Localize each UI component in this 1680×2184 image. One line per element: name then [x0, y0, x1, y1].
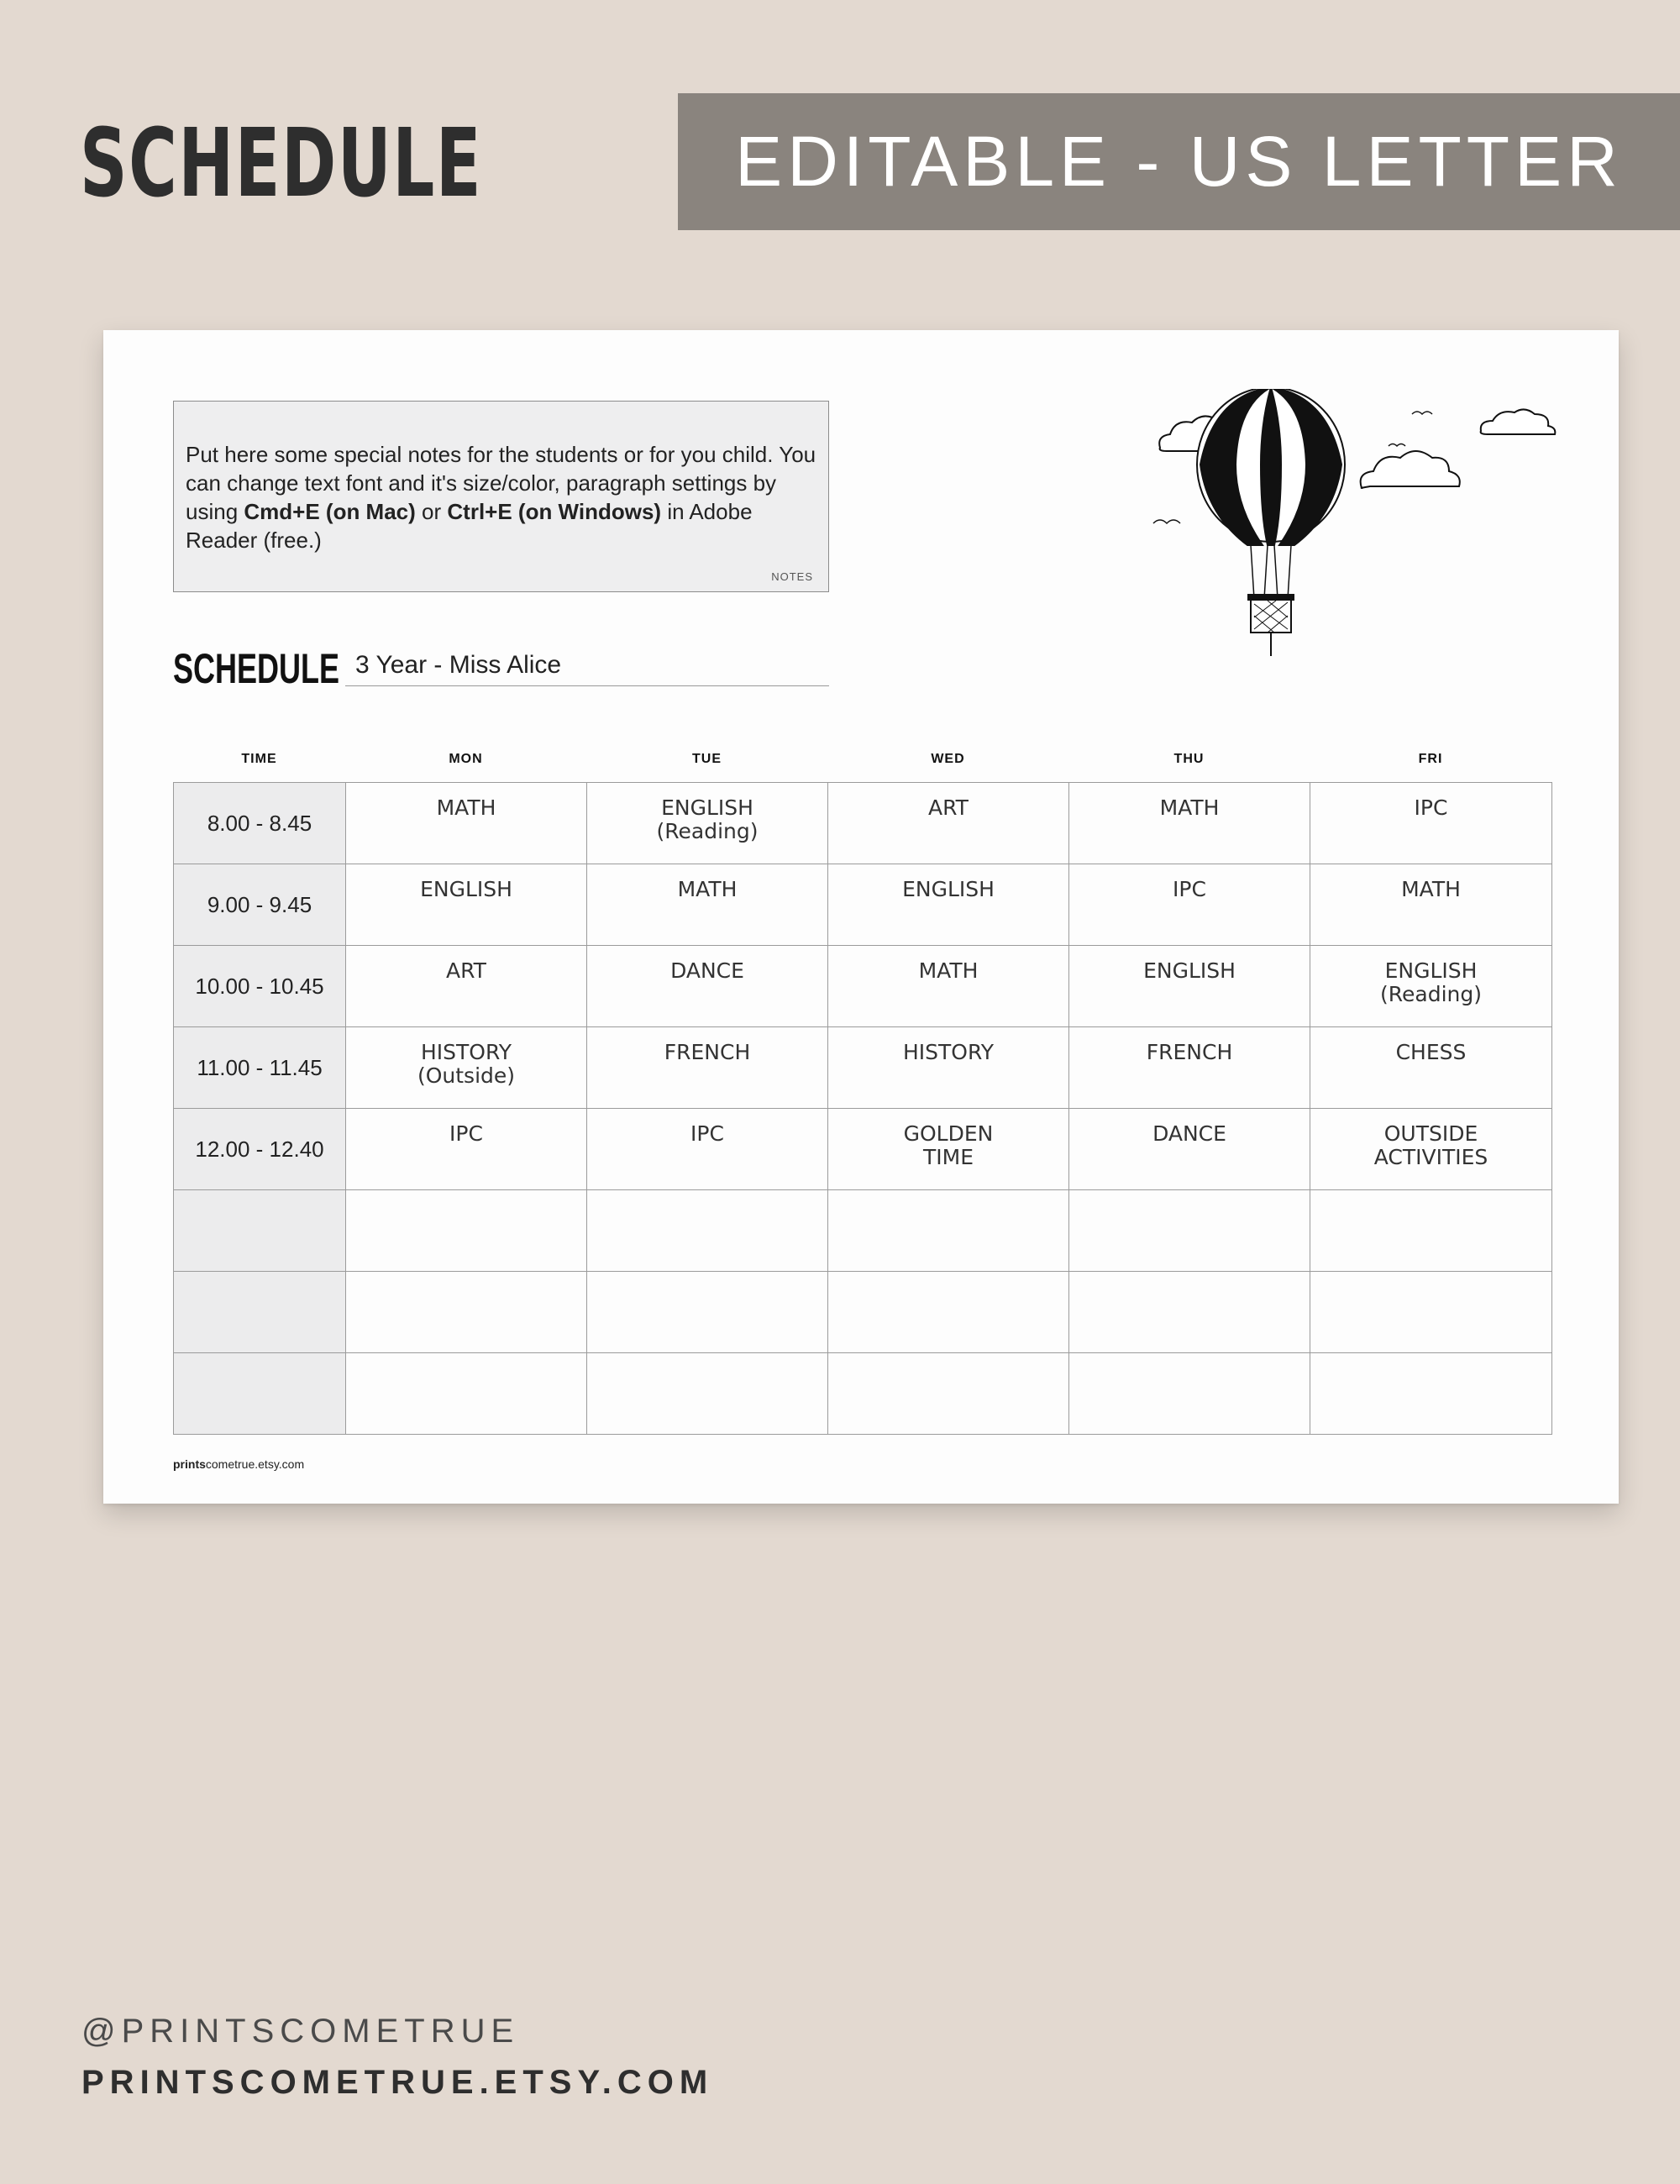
- subject-cell[interactable]: GOLDEN TIME: [828, 1109, 1069, 1190]
- time-cell[interactable]: [174, 1272, 346, 1353]
- subject-cell[interactable]: [346, 1272, 587, 1353]
- subject-cell[interactable]: [587, 1272, 828, 1353]
- subject-cell[interactable]: MATH: [587, 864, 828, 946]
- column-header-mon: MON: [449, 752, 483, 766]
- notes-box[interactable]: [173, 401, 829, 592]
- cloud-icon: [1361, 451, 1460, 488]
- subject-cell[interactable]: [346, 1353, 587, 1435]
- table-row: [174, 1109, 1552, 1190]
- notes-mac-shortcut: Cmd+E (on Mac): [244, 499, 416, 524]
- subject-cell[interactable]: DANCE: [587, 946, 828, 1027]
- table-row: [174, 1272, 1552, 1353]
- subject-cell[interactable]: ENGLISH: [346, 864, 587, 946]
- time-cell[interactable]: 11.00 - 11.45: [174, 1027, 346, 1109]
- subject-cell[interactable]: [828, 1272, 1069, 1353]
- subject-cell[interactable]: ART: [828, 783, 1069, 864]
- subject-cell[interactable]: ART: [346, 946, 587, 1027]
- subject-cell[interactable]: MATH: [346, 783, 587, 864]
- column-header-tue: TUE: [692, 752, 722, 766]
- bird-icon: [1153, 520, 1180, 523]
- subject-cell[interactable]: [828, 1353, 1069, 1435]
- column-header-wed: WED: [931, 752, 965, 766]
- subject-cell[interactable]: HISTORY (Outside): [346, 1027, 587, 1109]
- sheet-footer-site: [173, 1457, 304, 1471]
- time-cell[interactable]: [174, 1190, 346, 1272]
- table-row: [174, 1353, 1552, 1435]
- column-header-time: TIME: [241, 752, 277, 766]
- subject-cell[interactable]: IPC: [1069, 864, 1310, 946]
- subject-cell[interactable]: [1310, 1353, 1552, 1435]
- schedule-sheet: [103, 330, 1619, 1504]
- column-header-thu: THU: [1173, 752, 1205, 766]
- sheet-footer-bold: prints: [173, 1457, 206, 1471]
- schedule-table: [173, 782, 1552, 1435]
- hot-air-balloon-icon: [1137, 389, 1607, 691]
- subject-cell[interactable]: [1310, 1272, 1552, 1353]
- subject-cell[interactable]: [1310, 1190, 1552, 1272]
- subject-cell[interactable]: MATH: [1069, 783, 1310, 864]
- subject-cell[interactable]: [828, 1190, 1069, 1272]
- subject-cell[interactable]: IPC: [587, 1109, 828, 1190]
- time-cell[interactable]: 8.00 - 8.45: [174, 783, 346, 864]
- table-row: [174, 864, 1552, 946]
- subject-cell[interactable]: DANCE: [1069, 1109, 1310, 1190]
- notes-windows-shortcut: Ctrl+E (on Windows): [447, 499, 662, 524]
- notes-text-part: in Adobe Reader (free.): [186, 499, 753, 553]
- balloon-envelope: [1197, 389, 1345, 545]
- subject-cell[interactable]: FRENCH: [1069, 1027, 1310, 1109]
- table-row: [174, 1190, 1552, 1272]
- schedule-label: SCHEDULE: [173, 645, 340, 692]
- bird-icon: [1412, 412, 1432, 414]
- notes-text[interactable]: [186, 440, 824, 554]
- subject-cell[interactable]: ENGLISH (Reading): [1310, 946, 1552, 1027]
- social-handle: @PRINTSCOMETRUE: [81, 2013, 520, 2050]
- sheet-footer-rest: cometrue.etsy.com: [205, 1457, 305, 1471]
- subject-cell[interactable]: IPC: [1310, 783, 1552, 864]
- subject-cell[interactable]: MATH: [1310, 864, 1552, 946]
- subject-cell[interactable]: ENGLISH: [828, 864, 1069, 946]
- notes-text-part: or: [415, 499, 448, 524]
- column-header-fri: FRI: [1418, 752, 1443, 766]
- subject-cell[interactable]: [587, 1190, 828, 1272]
- subject-cell[interactable]: ENGLISH (Reading): [587, 783, 828, 864]
- table-row: [174, 946, 1552, 1027]
- subject-cell[interactable]: CHESS: [1310, 1027, 1552, 1109]
- subject-cell[interactable]: [1069, 1190, 1310, 1272]
- subject-cell[interactable]: MATH: [828, 946, 1069, 1027]
- subject-cell[interactable]: IPC: [346, 1109, 587, 1190]
- time-cell[interactable]: 9.00 - 9.45: [174, 864, 346, 946]
- subject-cell[interactable]: [1069, 1272, 1310, 1353]
- subject-cell[interactable]: HISTORY: [828, 1027, 1069, 1109]
- format-banner: EDITABLE - US LETTER: [678, 93, 1680, 230]
- notes-label: NOTES: [771, 570, 813, 583]
- subject-cell[interactable]: [346, 1190, 587, 1272]
- time-cell[interactable]: [174, 1353, 346, 1435]
- time-cell[interactable]: 10.00 - 10.45: [174, 946, 346, 1027]
- bird-icon: [1389, 444, 1405, 447]
- table-row: [174, 783, 1552, 864]
- time-cell[interactable]: 12.00 - 12.40: [174, 1109, 346, 1190]
- shop-url[interactable]: PRINTSCOMETRUE.ETSY.COM: [81, 2064, 714, 2101]
- subject-cell[interactable]: OUTSIDE ACTIVITIES: [1310, 1109, 1552, 1190]
- table-row: [174, 1027, 1552, 1109]
- subject-cell[interactable]: [587, 1353, 828, 1435]
- subject-cell[interactable]: FRENCH: [587, 1027, 828, 1109]
- notes-text-part: Put here some special notes for the students or for you child. You can change text font and it's size/color, paragraph settings by using: [186, 442, 816, 524]
- subject-cell[interactable]: [1069, 1353, 1310, 1435]
- schedule-subtitle-field[interactable]: 3 Year - Miss Alice: [345, 649, 829, 686]
- page-title: SCHEDULE: [80, 109, 483, 218]
- cloud-icon: [1481, 409, 1556, 434]
- subject-cell[interactable]: ENGLISH: [1069, 946, 1310, 1027]
